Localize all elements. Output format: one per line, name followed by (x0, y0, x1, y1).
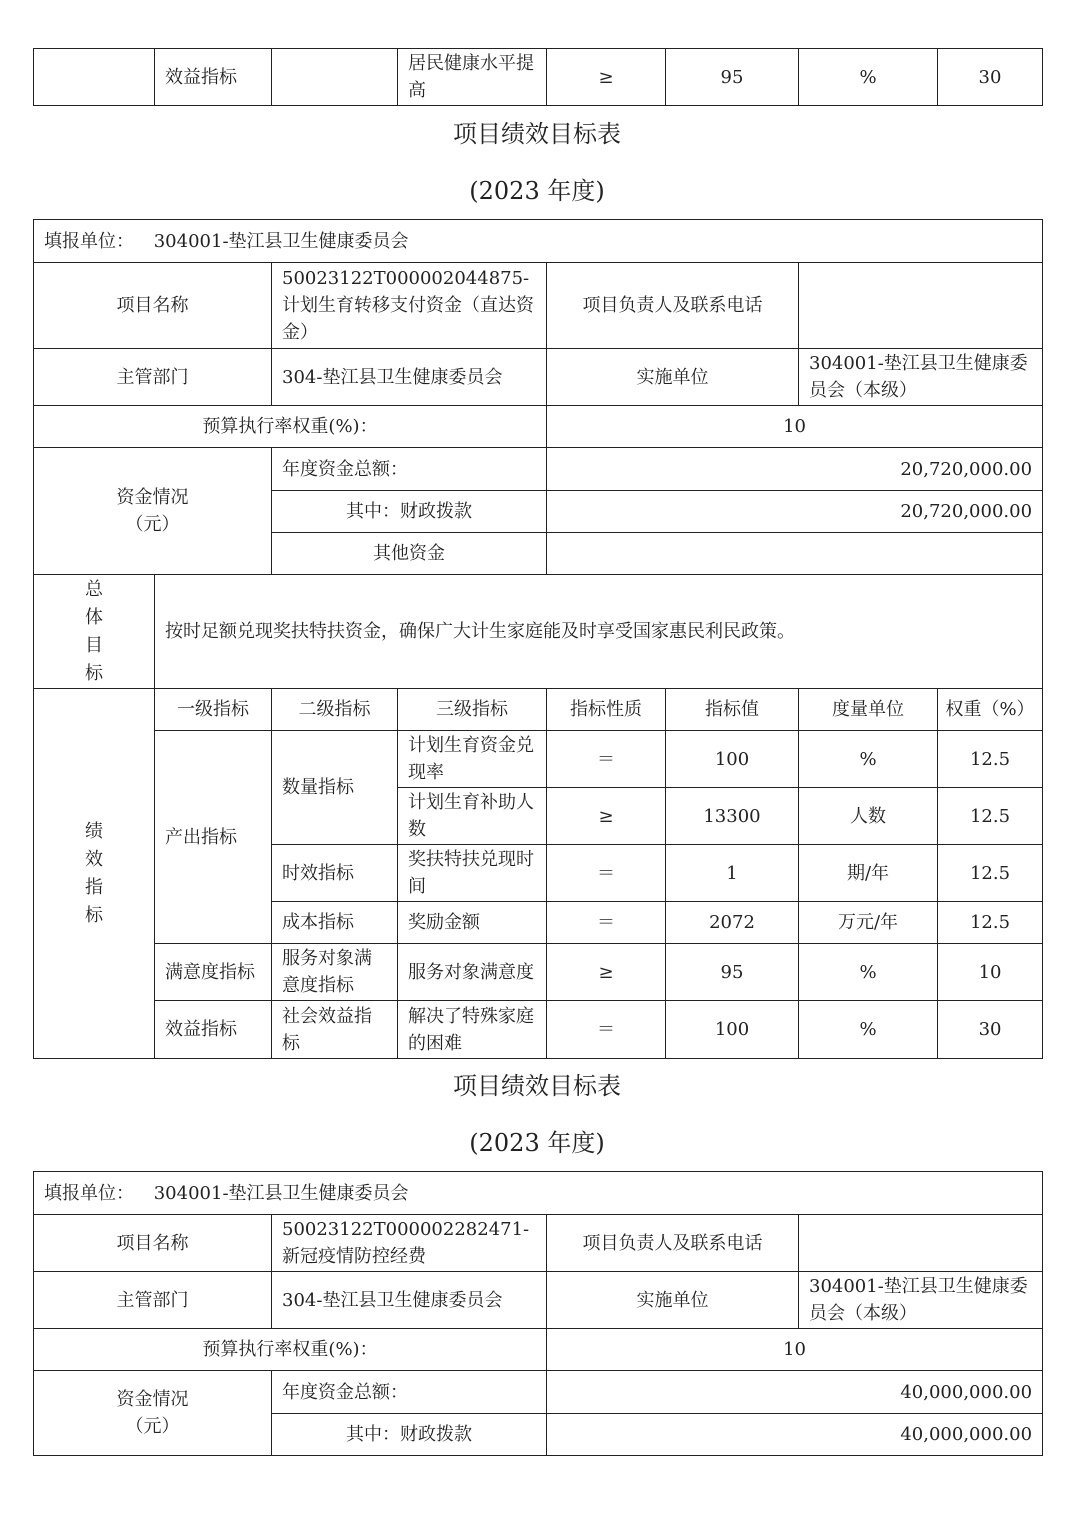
table1-title: 项目绩效目标表 (453, 120, 621, 148)
level2-social-benefit: 社会效益指标 (272, 1001, 398, 1059)
filler-value: 304001-垫江县卫生健康委员会 (153, 1182, 409, 1204)
perf-label (34, 689, 155, 1059)
table-row-1-weight: 12.5 (938, 731, 1043, 788)
value-cell: 95 (666, 49, 799, 106)
perf-label-text: 绩效指标 (85, 820, 103, 926)
table-row-3-level3: 奖扶特扶兑现时间 (398, 845, 547, 902)
filler-label: 填报单位： (44, 230, 134, 252)
fiscal-label: 其中：财政拨款 (272, 491, 547, 533)
goal-value: 按时足额兑现奖扶特扶资金，确保广大计生家庭能及时享受国家惠民利民政策。 (155, 575, 1043, 689)
dept-value: 304-垫江县卫生健康委员会 (272, 349, 547, 406)
table-row-5-value: 95 (666, 944, 799, 1001)
table-row-5-unit: % (799, 944, 938, 1001)
contact-label: 项目负责人及联系电话 (547, 263, 799, 349)
level1-output: 产出指标 (155, 731, 272, 944)
header-level2: 二级指标 (272, 689, 398, 731)
header-value: 指标值 (666, 689, 799, 731)
fiscal-value: 20,720,000.00 (547, 491, 1043, 533)
level1-benefit: 效益指标 (155, 1001, 272, 1059)
project-name-label: 项目名称 (34, 263, 272, 349)
table-row-5-level3: 服务对象满意度 (398, 944, 547, 1001)
weight-cell: 30 (938, 49, 1043, 106)
header-unit: 度量单位 (799, 689, 938, 731)
impl-label: 实施单位 (547, 1272, 799, 1329)
budget-weight-value: 10 (547, 406, 1043, 448)
table1-year: (2023 年度) (469, 177, 605, 205)
table-row-6-level3: 解决了特殊家庭的困难 (398, 1001, 547, 1059)
perf-blank-cell (34, 49, 155, 106)
goal-label-text: 总体目标 (85, 578, 103, 684)
table-row-3-unit: 期/年 (799, 845, 938, 902)
project-name-value: 50023122T000002282471-新冠疫情防控经费 (272, 1215, 547, 1272)
level2-quantity: 数量指标 (272, 731, 398, 845)
annual-total-value: 20,720,000.00 (547, 448, 1043, 491)
dept-value: 304-垫江县卫生健康委员会 (272, 1272, 547, 1329)
table-row-5-nature: ≥ (547, 944, 666, 1001)
filler-row (34, 220, 1043, 263)
level2-cost: 成本指标 (272, 902, 398, 944)
annual-total-label: 年度资金总额： (272, 1371, 547, 1414)
annual-total-label: 年度资金总额： (272, 448, 547, 491)
header-weight: 权重（%） (938, 689, 1043, 731)
funds-label-text: 资金情况（元） (116, 1389, 189, 1437)
table-row-1-nature: ＝ (547, 731, 666, 788)
filler-row (34, 1172, 1043, 1215)
table-row-2-value: 13300 (666, 788, 799, 845)
other-funds-label: 其他资金 (272, 533, 547, 575)
filler-value: 304001-垫江县卫生健康委员会 (153, 230, 409, 252)
budget-weight-value: 10 (547, 1329, 1043, 1371)
performance-table-2 (33, 1171, 1043, 1456)
header-level3: 三级指标 (398, 689, 547, 731)
table-row-1-level3: 计划生育资金兑现率 (398, 731, 547, 788)
funds-label-text: 资金情况（元） (116, 487, 189, 535)
table-row-6-nature: ＝ (547, 1001, 666, 1059)
level1-cell: 效益指标 (155, 49, 272, 106)
filler-label: 填报单位： (44, 1182, 134, 1204)
table-row-2-nature: ≥ (547, 788, 666, 845)
dept-label: 主管部门 (34, 349, 272, 406)
table-row-6-unit: % (799, 1001, 938, 1059)
impl-value: 304001-垫江县卫生健康委员会（本级） (799, 349, 1043, 406)
fiscal-value: 40,000,000.00 (547, 1414, 1043, 1456)
table-row-5-weight: 10 (938, 944, 1043, 1001)
table-row-2-level3: 计划生育补助人数 (398, 788, 547, 845)
contact-value (799, 263, 1043, 349)
table-row-1-value: 100 (666, 731, 799, 788)
table-row-1-unit: % (799, 731, 938, 788)
table-row-4-value: 2072 (666, 902, 799, 944)
impl-label: 实施单位 (547, 349, 799, 406)
contact-value (799, 1215, 1043, 1272)
project-name-value: 50023122T000002044875-计划生育转移支付资金（直达资金） (272, 263, 547, 349)
table-row-2-weight: 12.5 (938, 788, 1043, 845)
nature-cell: ≥ (547, 49, 666, 106)
header-nature: 指标性质 (547, 689, 666, 731)
table2-title: 项目绩效目标表 (453, 1072, 621, 1100)
level2-satisfaction: 服务对象满意度指标 (272, 944, 398, 1001)
performance-table-1 (33, 219, 1043, 1059)
goal-label (34, 575, 155, 689)
fiscal-label: 其中：财政拨款 (272, 1414, 547, 1456)
level1-satisfaction: 满意度指标 (155, 944, 272, 1001)
budget-weight-label: 预算执行率权重(%)： (34, 1329, 547, 1371)
contact-label: 项目负责人及联系电话 (547, 1215, 799, 1272)
dept-label: 主管部门 (34, 1272, 272, 1329)
table-row-6-value: 100 (666, 1001, 799, 1059)
table-row-4-level3: 奖励金额 (398, 902, 547, 944)
funds-label (34, 448, 272, 575)
header-level1: 一级指标 (155, 689, 272, 731)
unit-cell: % (799, 49, 938, 106)
table-row-6-weight: 30 (938, 1001, 1043, 1059)
level2-timeliness: 时效指标 (272, 845, 398, 902)
table-row-3-nature: ＝ (547, 845, 666, 902)
funds-label (34, 1371, 272, 1456)
annual-total-value: 40,000,000.00 (547, 1371, 1043, 1414)
level2-cell (272, 49, 398, 106)
table-row-4-nature: ＝ (547, 902, 666, 944)
project-name-label: 项目名称 (34, 1215, 272, 1272)
table2-year: (2023 年度) (469, 1129, 605, 1157)
other-funds-value (547, 533, 1043, 575)
table-row-4-unit: 万元/年 (799, 902, 938, 944)
impl-value: 304001-垫江县卫生健康委员会（本级） (799, 1272, 1043, 1329)
top-remnant-table (33, 48, 1043, 106)
budget-weight-label: 预算执行率权重(%)： (34, 406, 547, 448)
table-row-3-weight: 12.5 (938, 845, 1043, 902)
level3-cell: 居民健康水平提高 (398, 49, 547, 106)
table-row-2-unit: 人数 (799, 788, 938, 845)
table-row-3-value: 1 (666, 845, 799, 902)
table-row-4-weight: 12.5 (938, 902, 1043, 944)
